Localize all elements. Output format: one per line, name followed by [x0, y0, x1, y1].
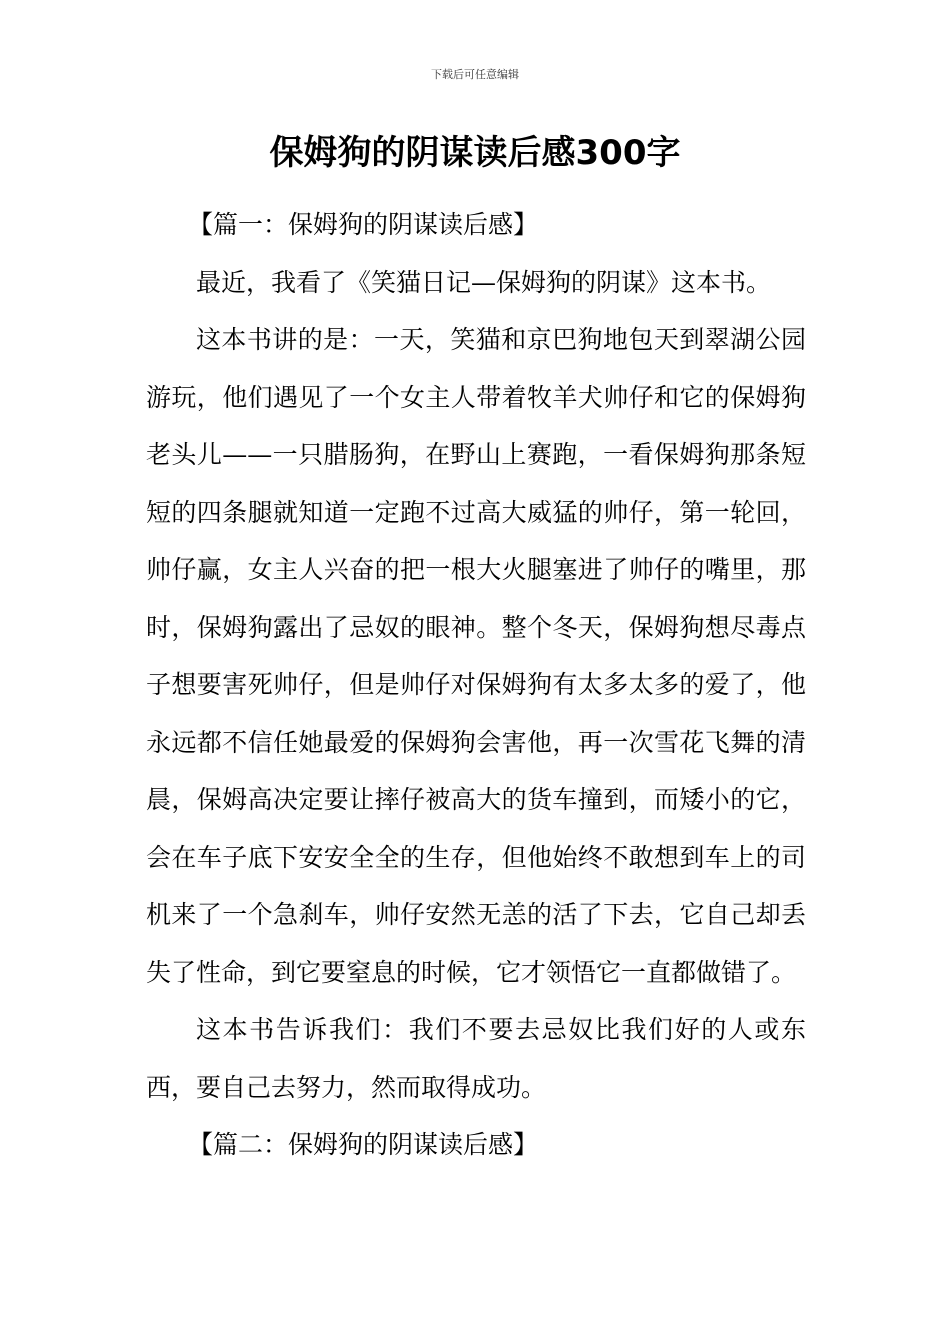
section-heading-2: 【篇二：保姆狗的阴谋读后感】	[188, 1130, 539, 1159]
paragraph-2: 这本书讲的是：一天，笑猫和京巴狗地包天到翠湖公园游玩，他们遇见了一个女主人带着牧羊犬帅仔和它的保姆狗老头儿——一只腊肠狗，在野山上赛跑，一看保姆狗那条短短的四条腿就知道一定跑不过高大威猛的帅仔，第一轮回，帅仔赢，女主人兴奋的把一根大火腿塞进了帅仔的嘴里，那时，保姆狗露出了忌奴的眼神。整个冬天，保姆狗想尽毒点子想要害死帅仔，但是帅仔对保姆狗有太多太多的爱了，他永远都不信任她最爱的保姆狗会害他，再一次雪花飞舞的清晨，保姆高决定要让摔仔被高大的货车撞到，而矮小的它，会在车子底下安安全全的生存，但他始终不敢想到车上的司机来了一个急刹车，帅仔安然无恙的活了下去，它自己却丢失了性命，到它要窒息的时候，它才领悟它一直都做错了。	[146, 325, 806, 987]
section-heading-1: 【篇一：保姆狗的阴谋读后感】	[188, 210, 539, 239]
paragraph-1: 最近，我看了《笑猫日记—保姆狗的阴谋》这本书。	[196, 267, 772, 297]
header-note: 下载后可任意编辑	[431, 68, 519, 81]
document-body	[146, 196, 806, 1174]
paragraph-3: 这本书告诉我们：我们不要去忌奴比我们好的人或东西，要自己去努力，然而取得成功。	[146, 1015, 806, 1102]
document-title: 保姆狗的阴谋读后感300字	[269, 133, 681, 173]
